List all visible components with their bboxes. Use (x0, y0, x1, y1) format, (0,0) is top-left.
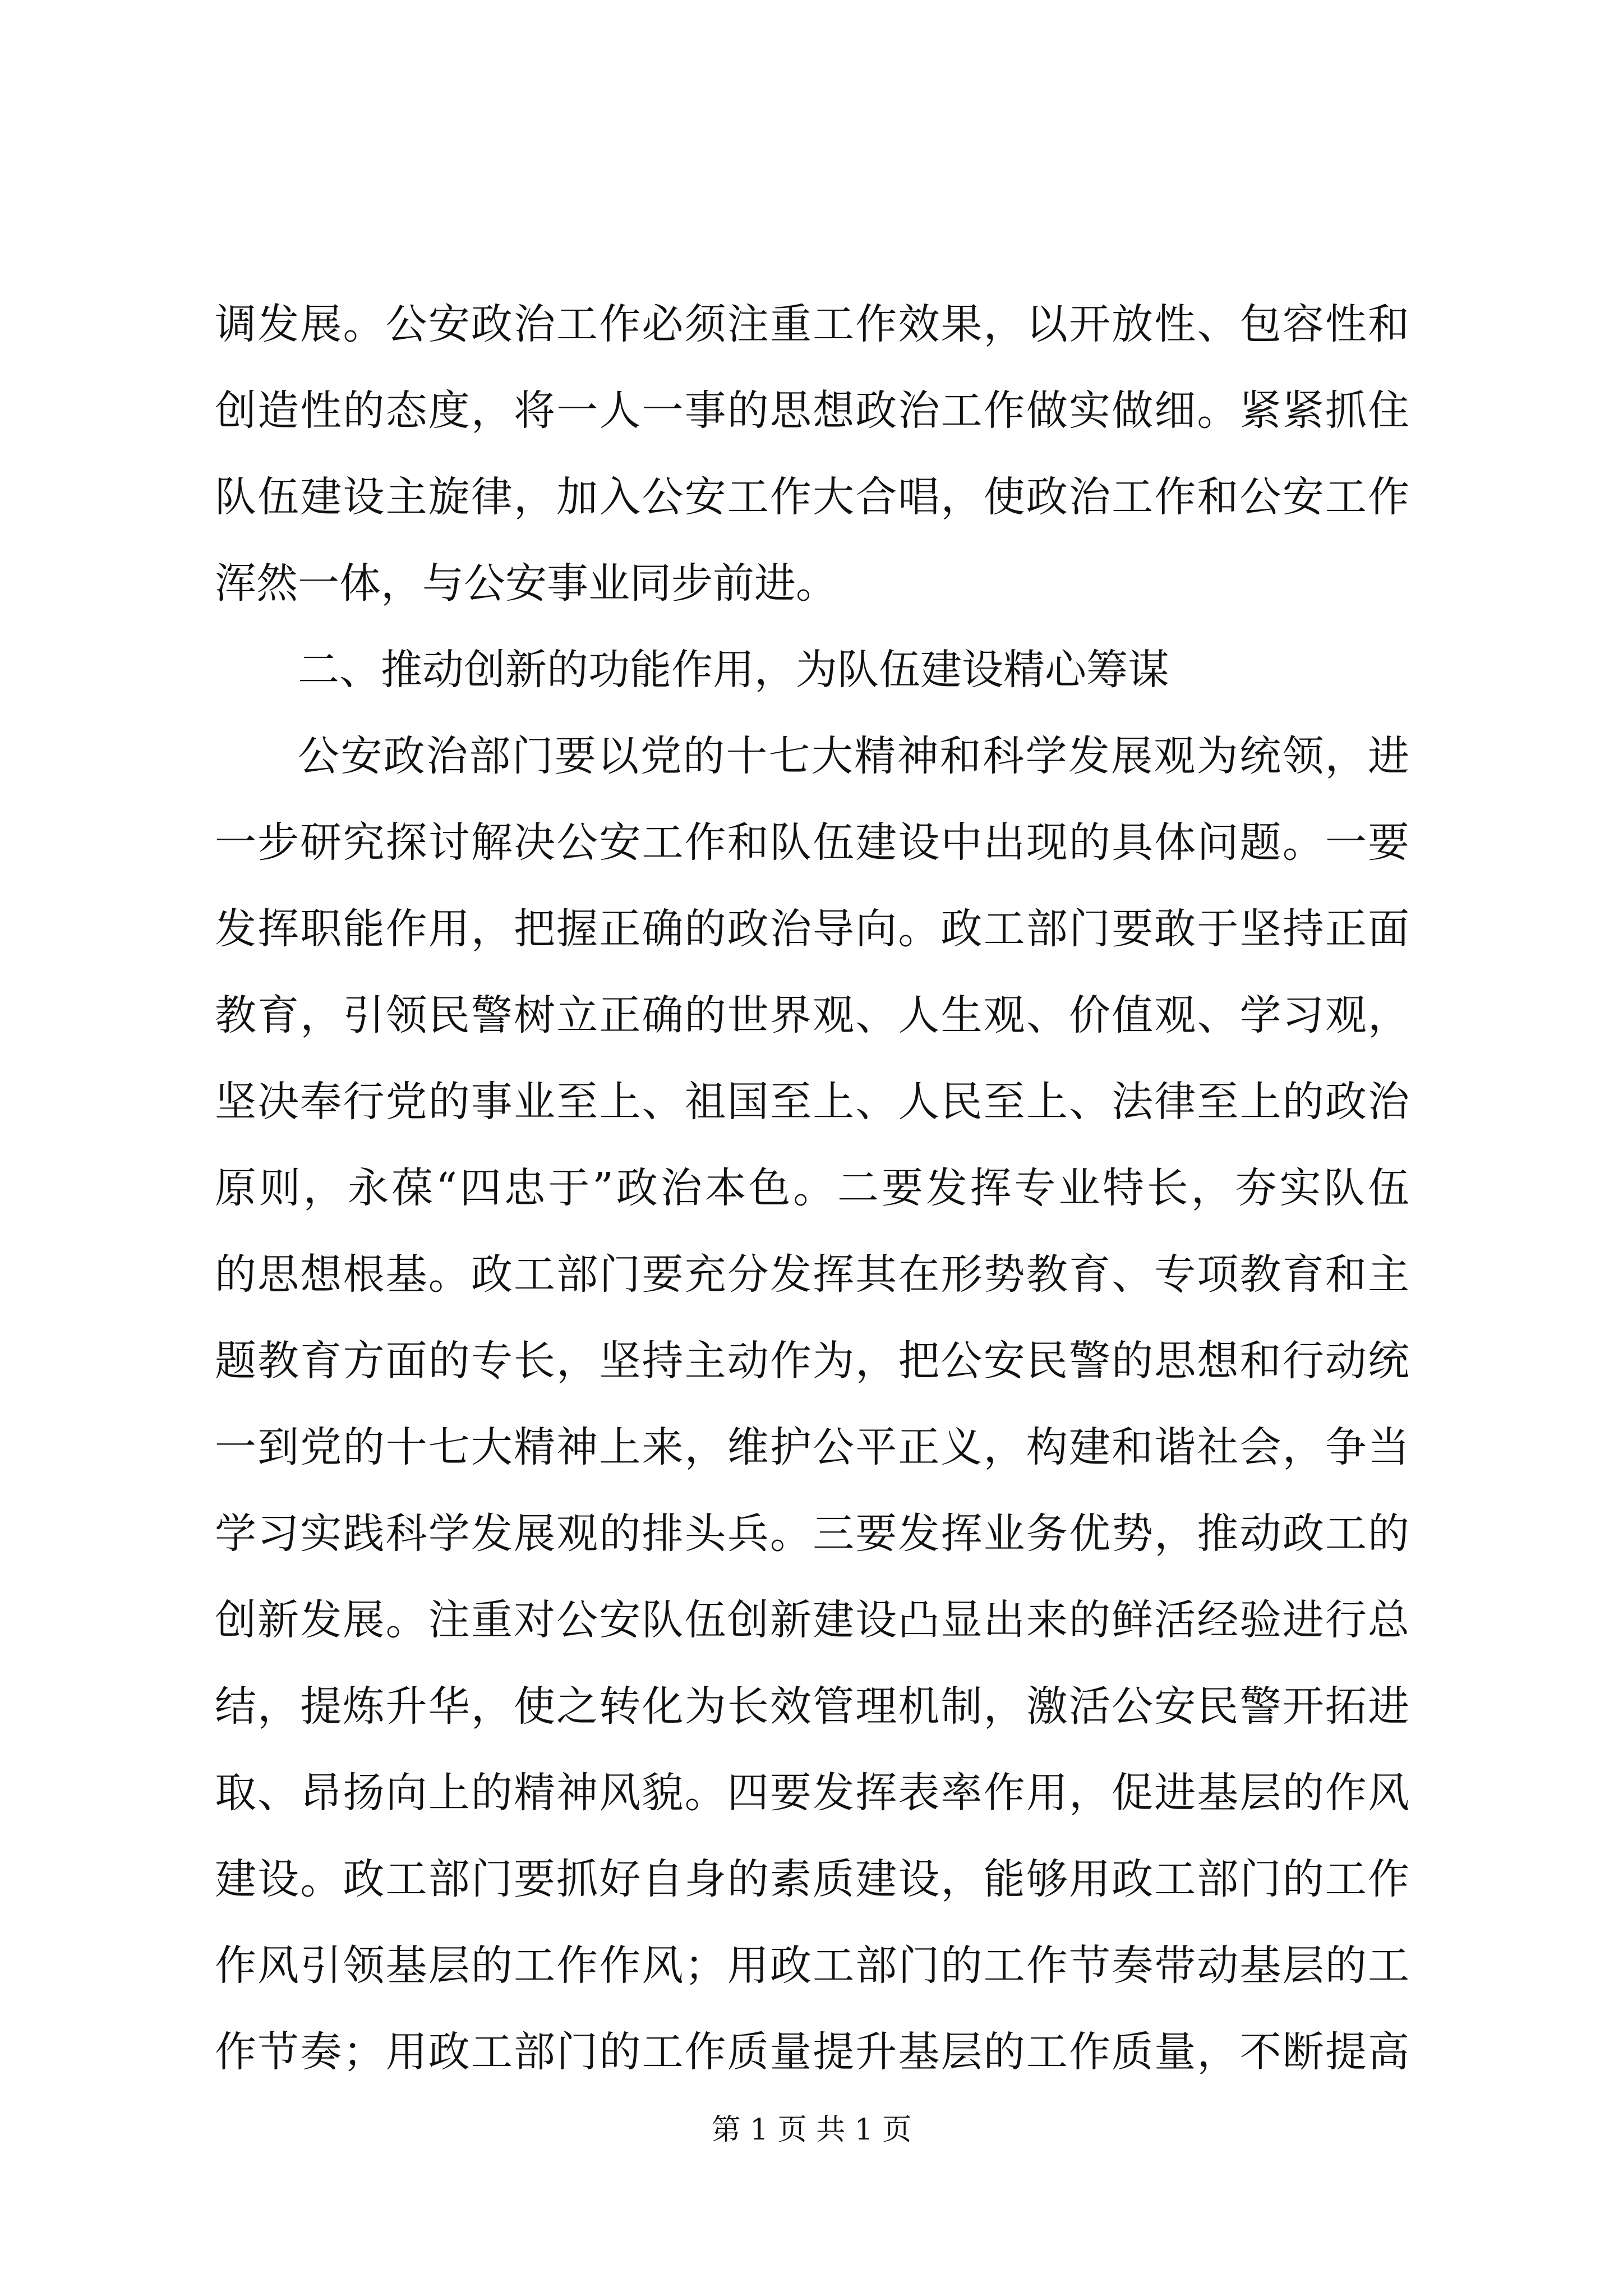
text-line-21: 作节奏；用政工部门的工作质量提升基层的工作质量，不断提高 (215, 2028, 1409, 2076)
text-line-20: 作风引领基层的工作作风；用政工部门的工作节奏带动基层的工 (215, 1941, 1409, 1990)
text-line-9: 教育，引领民警树立正确的世界观、人生观、价值观、学习观， (215, 991, 1409, 1039)
text-line-3: 队伍建设主旋律，加入公安工作大合唱，使政治工作和公安工作 (215, 473, 1409, 521)
text-line-4: 浑然一体，与公安事业同步前进。 (215, 559, 837, 608)
text-line-10: 坚决奉行党的事业至上、祖国至上、人民至上、法律至上的政治 (215, 1078, 1409, 1126)
text-line-2: 创造性的态度，将一人一事的思想政治工作做实做细。紧紧抓住 (215, 386, 1409, 435)
text-line-19: 建设。政工部门要抓好自身的素质建设，能够用政工部门的工作 (215, 1855, 1409, 1903)
text-line-16: 创新发展。注重对公安队伍创新建设凸显出来的鲜活经验进行总 (215, 1596, 1409, 1644)
text-line-7: 一步研究探讨解决公安工作和队伍建设中出现的具体问题。一要 (215, 818, 1409, 867)
text-line-17: 结，提炼升华，使之转化为长效管理机制，激活公安民警开拓进 (215, 1682, 1409, 1731)
page-footer: 第 1 页 共 1 页 (711, 2113, 912, 2147)
text-line-8: 发挥职能作用，把握正确的政治导向。政工部门要敢于坚持正面 (215, 905, 1409, 953)
text-line-11: 原则，永葆“四忠于”政治本色。二要发挥专业特长，夯实队伍 (215, 1164, 1409, 1212)
text-line-12: 的思想根基。政工部门要充分发挥其在形势教育、专项教育和主 (215, 1250, 1409, 1299)
section-heading: 二、推动创新的功能作用，为队伍建设精心筹谋 (298, 646, 1169, 694)
text-line-15: 学习实践科学发展观的排头兵。三要发挥业务优势，推动政工的 (215, 1510, 1409, 1558)
text-line-13: 题教育方面的专长，坚持主动作为，把公安民警的思想和行动统 (215, 1337, 1409, 1385)
text-line-18: 取、昂扬向上的精神风貌。四要发挥表率作用，促进基层的作风 (215, 1769, 1409, 1817)
text-line-1: 调发展。公安政治工作必须注重工作效果，以开放性、包容性和 (215, 300, 1409, 348)
text-line-6: 公安政治部门要以党的十七大精神和科学发展观为统领，进 (298, 732, 1409, 780)
text-line-14: 一到党的十七大精神上来，维护公平正义，构建和谐社会，争当 (215, 1423, 1409, 1471)
